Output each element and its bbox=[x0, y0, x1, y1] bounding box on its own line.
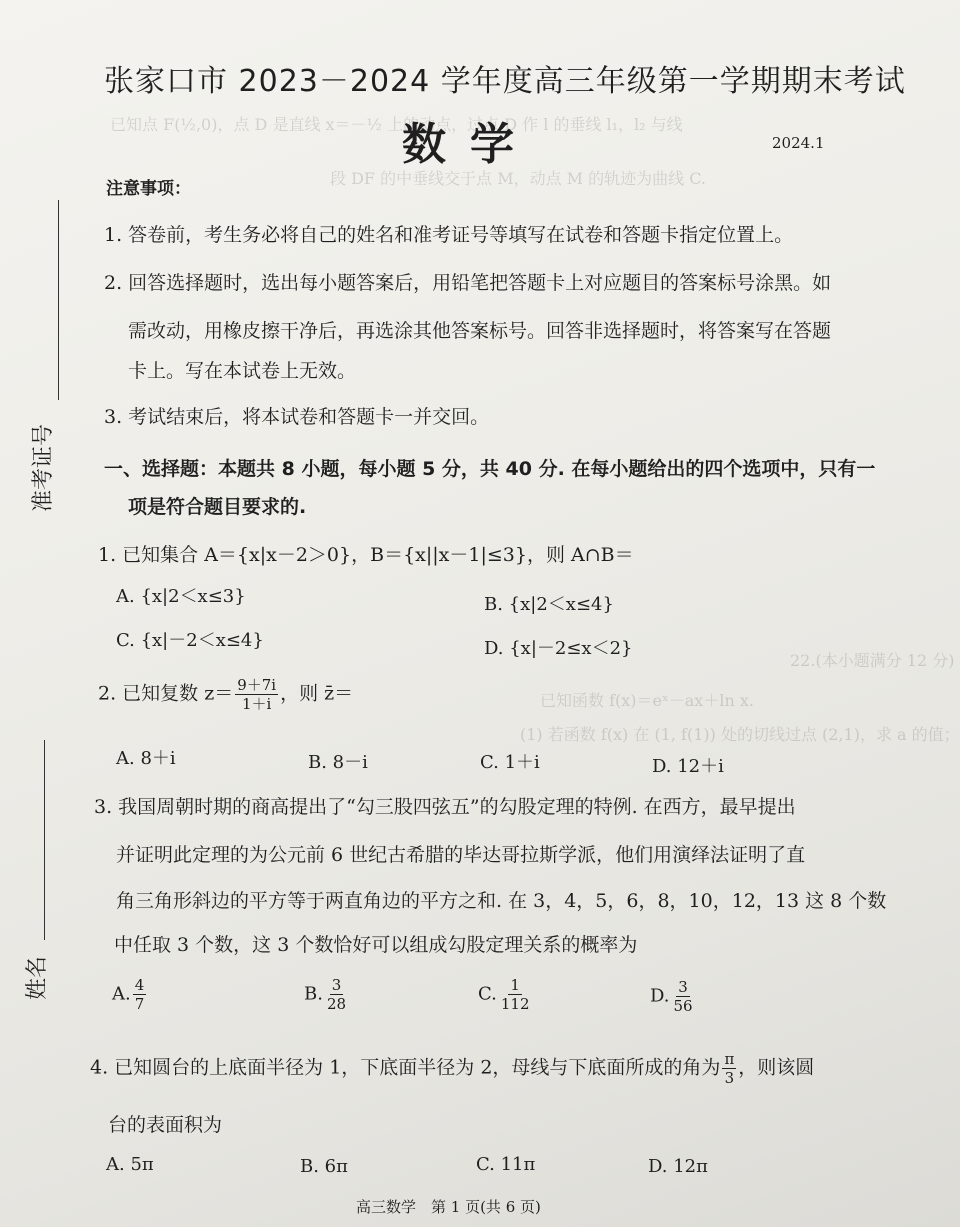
q4-option-b: B. 6π bbox=[300, 1156, 348, 1177]
q3-option-c-num: 1 bbox=[510, 976, 520, 994]
q1-option-d: D. {x|－2≤x＜2} bbox=[484, 638, 633, 659]
q4-fraction-denominator: 3 bbox=[724, 1069, 735, 1087]
q2-fraction bbox=[235, 676, 278, 713]
exam-date: 2024.1 bbox=[772, 134, 825, 152]
bleed-through-text: 已知点 F(½,0)，点 D 是直线 x＝－½ 上的动点，过点 D 作 l 的垂线 l₁，l₂ 与线 bbox=[110, 115, 683, 134]
question-3-line: 3. 我国周朝时期的商高提出了“勾三股四弦五”的勾股定理的特例. 在西方，最早提出 bbox=[94, 796, 796, 818]
bleed-through-text: 已知函数 f(x)＝eˣ－ax＋ln x. bbox=[540, 691, 754, 710]
q3-option-b-den: 28 bbox=[326, 995, 347, 1013]
note-line: 需改动，用橡皮擦干净后，再选涂其他答案标号。回答非选择题时，将答案写在答题 bbox=[128, 320, 832, 342]
question-2-stem bbox=[98, 676, 353, 713]
section-heading: 一、选择题：本题共 8 小题，每小题 5 分，共 40 分. 在每小题给出的四个选项中，只有一 bbox=[104, 458, 876, 480]
q2-stem-prefix: 2. 已知复数 z＝ bbox=[98, 682, 234, 705]
q1-option-a: A. {x|2＜x≤3} bbox=[116, 586, 246, 607]
q3-option-a-label: A. bbox=[112, 983, 131, 1005]
q2-option-d: D. 12＋i bbox=[652, 756, 724, 777]
q3-option-a bbox=[112, 976, 148, 1013]
q4-fraction-numerator: π bbox=[724, 1050, 735, 1068]
q4-line1-prefix: 4. 已知圆台的上底面半径为 1，下底面半径为 2，母线与下底面所成的角为 bbox=[90, 1056, 721, 1079]
question-4-line: 台的表面积为 bbox=[108, 1114, 223, 1136]
bleed-through-text: 段 DF 的中垂线交于点 M，动点 M 的轨迹为曲线 C. bbox=[330, 169, 706, 188]
bleed-through-text: (1) 若函数 f(x) 在 (1, f(1)) 处的切线过点 (2,1)，求 a 的值； bbox=[520, 725, 960, 744]
q3-option-b-num: 3 bbox=[331, 976, 342, 994]
q1-option-b: B. {x|2＜x≤4} bbox=[484, 594, 614, 615]
q2-stem-suffix: ，则 z̄＝ bbox=[280, 682, 354, 705]
note-line: 1. 答卷前，考生务必将自己的姓名和准考证号等填写在试卷和答题卡指定位置上。 bbox=[104, 224, 794, 246]
q3-option-c-label: C. bbox=[478, 983, 497, 1005]
q4-line1-suffix: ，则该圆 bbox=[738, 1056, 815, 1079]
q2-option-c: C. 1＋i bbox=[480, 752, 540, 773]
bleed-through-text: 22.(本小题满分 12 分) bbox=[790, 651, 955, 670]
q3-option-d-den: 56 bbox=[673, 997, 693, 1015]
q4-option-c: C. 11π bbox=[476, 1154, 536, 1175]
exam-title: 张家口市 2023－2024 学年度高三年级第一学期期末考试 bbox=[104, 64, 906, 99]
section-heading: 项是符合题目要求的. bbox=[128, 496, 307, 518]
name-label: 姓名 bbox=[25, 955, 50, 1000]
q3-option-d bbox=[650, 978, 697, 1015]
name-line bbox=[44, 740, 45, 940]
q3-option-d-num: 3 bbox=[678, 978, 688, 996]
question-3-line: 中任取 3 个数，这 3 个数恰好可以组成勾股定理关系的概率为 bbox=[114, 934, 638, 956]
note-line: 2. 回答选择题时，选出每小题答案后，用铅笔把答题卡上对应题目的答案标号涂黑。如 bbox=[104, 272, 832, 294]
q3-option-a-num: 4 bbox=[134, 976, 145, 994]
note-line: 卡上。写在本试卷上无效。 bbox=[128, 360, 357, 382]
q3-option-d-label: D. bbox=[650, 985, 670, 1007]
question-3-line: 角三角形斜边的平方等于两直角边的平方之和. 在 3，4，5，6，8，10，12，13 这 8 个数 bbox=[116, 890, 887, 912]
exam-id-line bbox=[58, 200, 59, 400]
notes-title: 注意事项： bbox=[106, 179, 191, 199]
q2-fraction-denominator: 1＋i bbox=[241, 695, 272, 713]
q3-option-c bbox=[478, 976, 534, 1013]
q1-option-c: C. {x|－2＜x≤4} bbox=[116, 630, 264, 651]
q3-option-a-den: 7 bbox=[134, 995, 145, 1013]
q2-option-a: A. 8＋i bbox=[116, 748, 176, 769]
q4-option-d: D. 12π bbox=[648, 1156, 708, 1177]
q3-option-c-den: 112 bbox=[500, 995, 530, 1013]
subject-title: 数学 bbox=[402, 119, 538, 170]
q3-option-b-label: B. bbox=[304, 983, 323, 1005]
question-1-stem: 1. 已知集合 A＝{x|x－2＞0}，B＝{x||x－1|≤3}，则 A∩B＝ bbox=[98, 544, 634, 566]
q2-option-b: B. 8－i bbox=[308, 752, 368, 773]
exam-id-label: 准考证号 bbox=[31, 423, 56, 512]
note-line: 3. 考试结束后，将本试卷和答题卡一并交回。 bbox=[104, 406, 490, 428]
q4-option-a: A. 5π bbox=[106, 1154, 154, 1175]
q3-option-b bbox=[304, 976, 350, 1013]
page-footer: 高三数学 第 1 页(共 6 页) bbox=[356, 1198, 541, 1216]
question-4-line bbox=[90, 1050, 814, 1087]
question-3-line: 并证明此定理的为公元前 6 世纪古希腊的毕达哥拉斯学派，他们用演绎法证明了直 bbox=[116, 844, 806, 866]
q2-fraction-numerator: 9＋7i bbox=[237, 676, 277, 694]
